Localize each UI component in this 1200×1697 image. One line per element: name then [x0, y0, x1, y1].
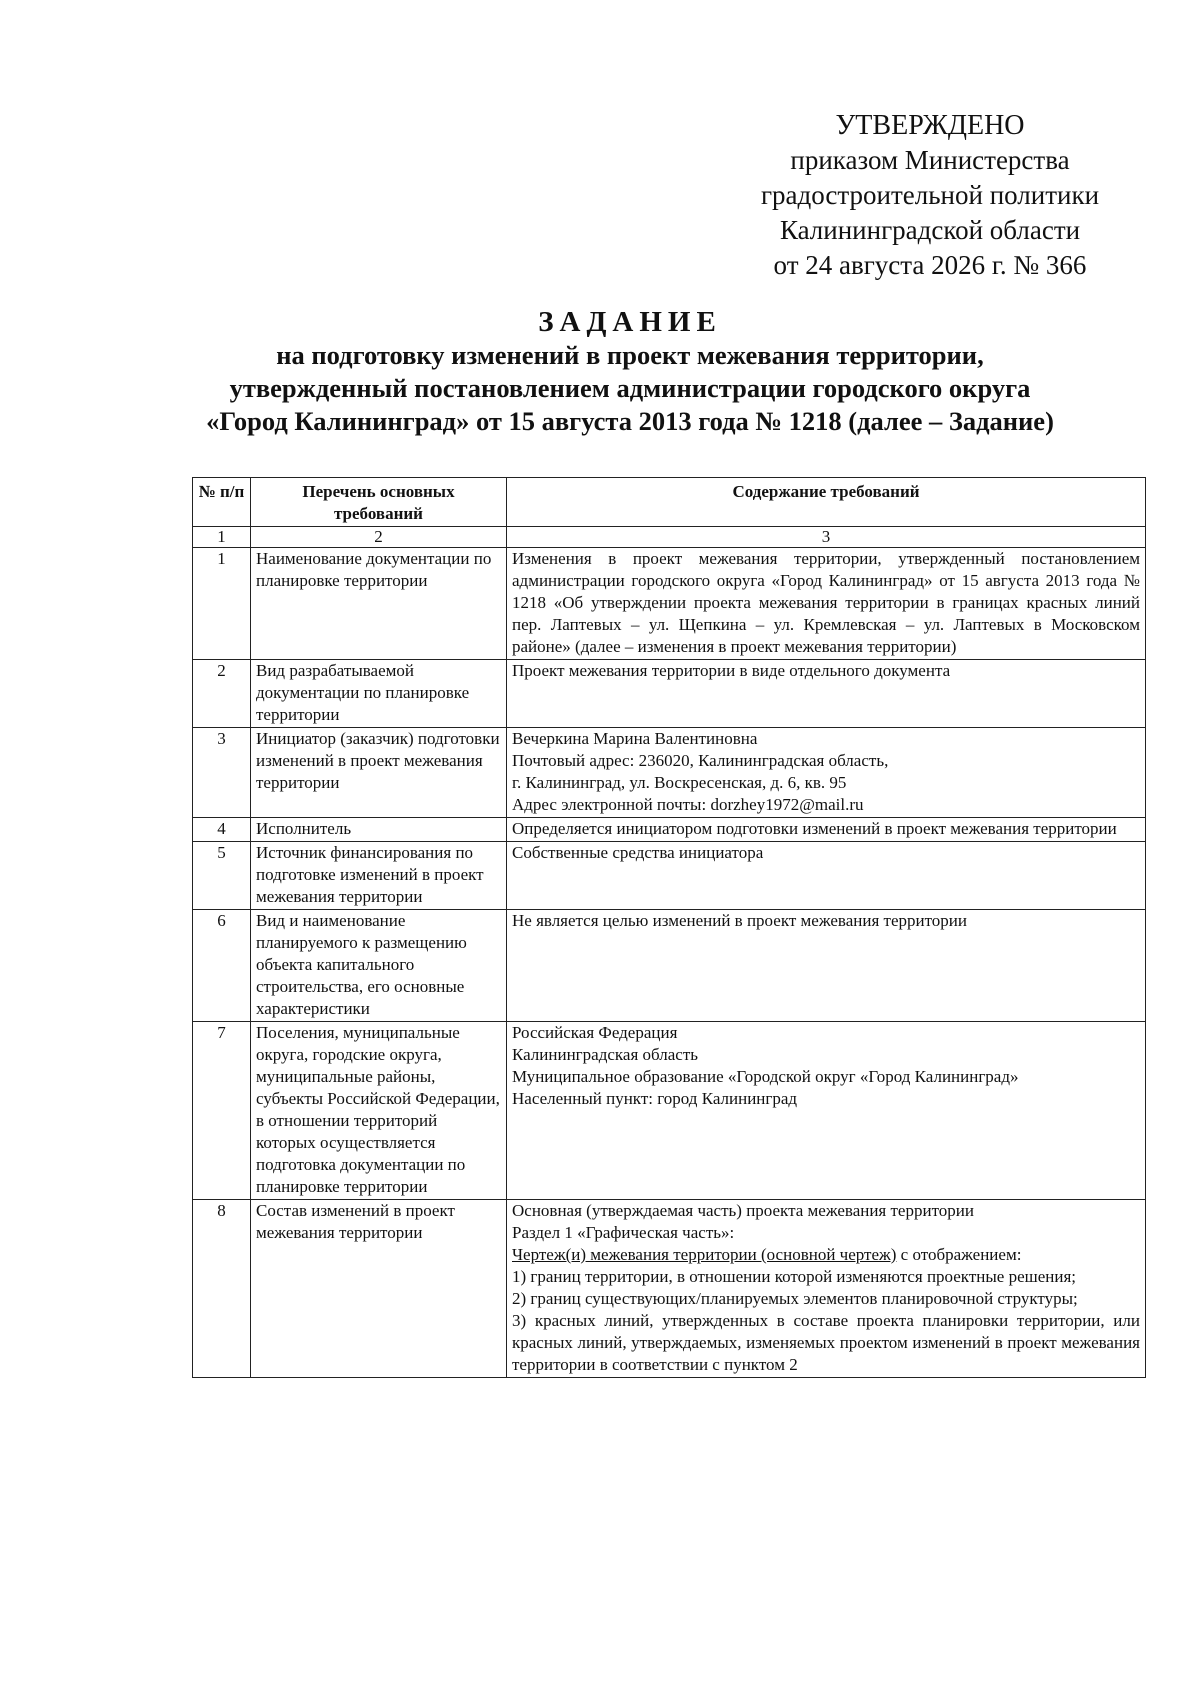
table-row	[193, 660, 1146, 728]
header-requirements-list: Перечень основных требований	[251, 478, 507, 527]
drawing-title: Чертеж(и) межевания территории (основной чертеж)	[512, 1245, 897, 1264]
document-title: ЗАДАНИЕ	[538, 306, 722, 338]
row-content: Изменения в проект межевания территории, утвержденный постановлением администрации городского округа «Город Калининград» от 15 августа 2013 года № 1218 «Об утверждении проекта межевания территории в границах красных линий пер. Лаптевых – ул. Щепкина – ул. Кремлевская – ул. Лаптевых в Московском районе» (далее – изменения в проект межевания территории)	[507, 548, 1146, 660]
table-row	[193, 842, 1146, 910]
document-subtitle: на подготовку изменений в проект межевания территории,	[276, 340, 984, 370]
content-line: г. Калининград, ул. Воскресенская, д. 6, кв. 95	[512, 773, 847, 792]
approval-line: градостроительной политики	[760, 180, 1100, 210]
row-number: 4	[193, 818, 251, 842]
content-line: Муниципальное образование «Городской округ «Город Калининград»	[512, 1067, 1019, 1086]
row-content	[507, 1200, 1146, 1378]
row-requirement: Вид и наименование планируемого к размещению объекта капитального строительства, его основные характеристики	[251, 910, 507, 1022]
index-cell: 2	[251, 527, 507, 548]
document-title-block	[150, 305, 1110, 438]
content-line: Почтовый адрес: 236020, Калининградская область,	[512, 751, 889, 770]
row-number: 1	[193, 548, 251, 660]
table-index-row	[193, 527, 1146, 548]
row-requirement: Вид разрабатываемой документации по планировке территории	[251, 660, 507, 728]
row-content: Не является целью изменений в проект межевания территории	[507, 910, 1146, 1022]
content-line: Вечеркина Марина Валентиновна	[512, 729, 758, 748]
row-number: 6	[193, 910, 251, 1022]
content-line: Российская Федерация	[512, 1023, 678, 1042]
approval-stamp	[720, 108, 1140, 283]
approval-line: Калининградской области	[779, 215, 1081, 245]
table-row	[193, 548, 1146, 660]
index-cell: 1	[193, 527, 251, 548]
row-requirement: Поселения, муниципальные округа, городские округа, муниципальные районы, субъекты Российской Федерации, в отношении территорий которых осуществляется подготовка документации по планировке территории	[251, 1022, 507, 1200]
table-header-row	[193, 478, 1146, 527]
row-number: 3	[193, 728, 251, 818]
document-subtitle: «Город Калининград» от 15 августа 2013 года № 1218 (далее – Задание)	[206, 406, 1054, 436]
drawing-line	[512, 1244, 1140, 1266]
list-item: 2) границ существующих/планируемых элементов планировочной структуры;	[512, 1289, 1078, 1308]
row-number: 2	[193, 660, 251, 728]
row-number: 8	[193, 1200, 251, 1378]
content-line: Раздел 1 «Графическая часть»:	[512, 1223, 735, 1242]
table-row	[193, 818, 1146, 842]
header-number: № п/п	[193, 478, 251, 527]
index-cell: 3	[507, 527, 1146, 548]
drawing-rest: с отображением:	[896, 1245, 1022, 1264]
table-row	[193, 1022, 1146, 1200]
document-subtitle: утвержденный постановлением администрации городского округа	[229, 373, 1031, 403]
table-row	[193, 1200, 1146, 1378]
header-requirements-content: Содержание требований	[507, 478, 1146, 527]
row-content: Проект межевания территории в виде отдельного документа	[507, 660, 1146, 728]
content-line: Калининградская область	[512, 1045, 698, 1064]
list-item: 1) границ территории, в отношении которой изменяются проектные решения;	[512, 1267, 1076, 1286]
row-number: 5	[193, 842, 251, 910]
row-requirement: Состав изменений в проект межевания территории	[251, 1200, 507, 1378]
row-requirement: Исполнитель	[251, 818, 507, 842]
table-row	[193, 728, 1146, 818]
email-line: Адрес электронной почты: dorzhey1972@mail.ru	[512, 795, 864, 814]
requirements-table	[192, 477, 1146, 1378]
table-row	[193, 910, 1146, 1022]
approval-line: приказом Министерства	[790, 145, 1070, 175]
row-content: Собственные средства инициатора	[507, 842, 1146, 910]
list-item: 3) красных линий, утвержденных в составе проекта планировки территории, или красных линий, утверждаемых, изменяемых проектом изменений в проект межевания территории в соответствии с пунктом 2	[512, 1311, 1140, 1374]
row-requirement: Наименование документации по планировке территории	[251, 548, 507, 660]
content-line: Населенный пункт: город Калининград	[512, 1089, 798, 1108]
row-content	[507, 728, 1146, 818]
approval-title: УТВЕРЖДЕНО	[835, 110, 1025, 141]
row-content	[507, 1022, 1146, 1200]
row-number: 7	[193, 1022, 251, 1200]
row-requirement: Инициатор (заказчик) подготовки изменений в проект межевания территории	[251, 728, 507, 818]
row-requirement: Источник финансирования по подготовке изменений в проект межевания территории	[251, 842, 507, 910]
row-content: Определяется инициатором подготовки изменений в проект межевания территории	[507, 818, 1146, 842]
approval-line: от 24 августа 2026 г. № 366	[773, 250, 1087, 280]
content-line: Основная (утверждаемая часть) проекта межевания территории	[512, 1201, 974, 1220]
